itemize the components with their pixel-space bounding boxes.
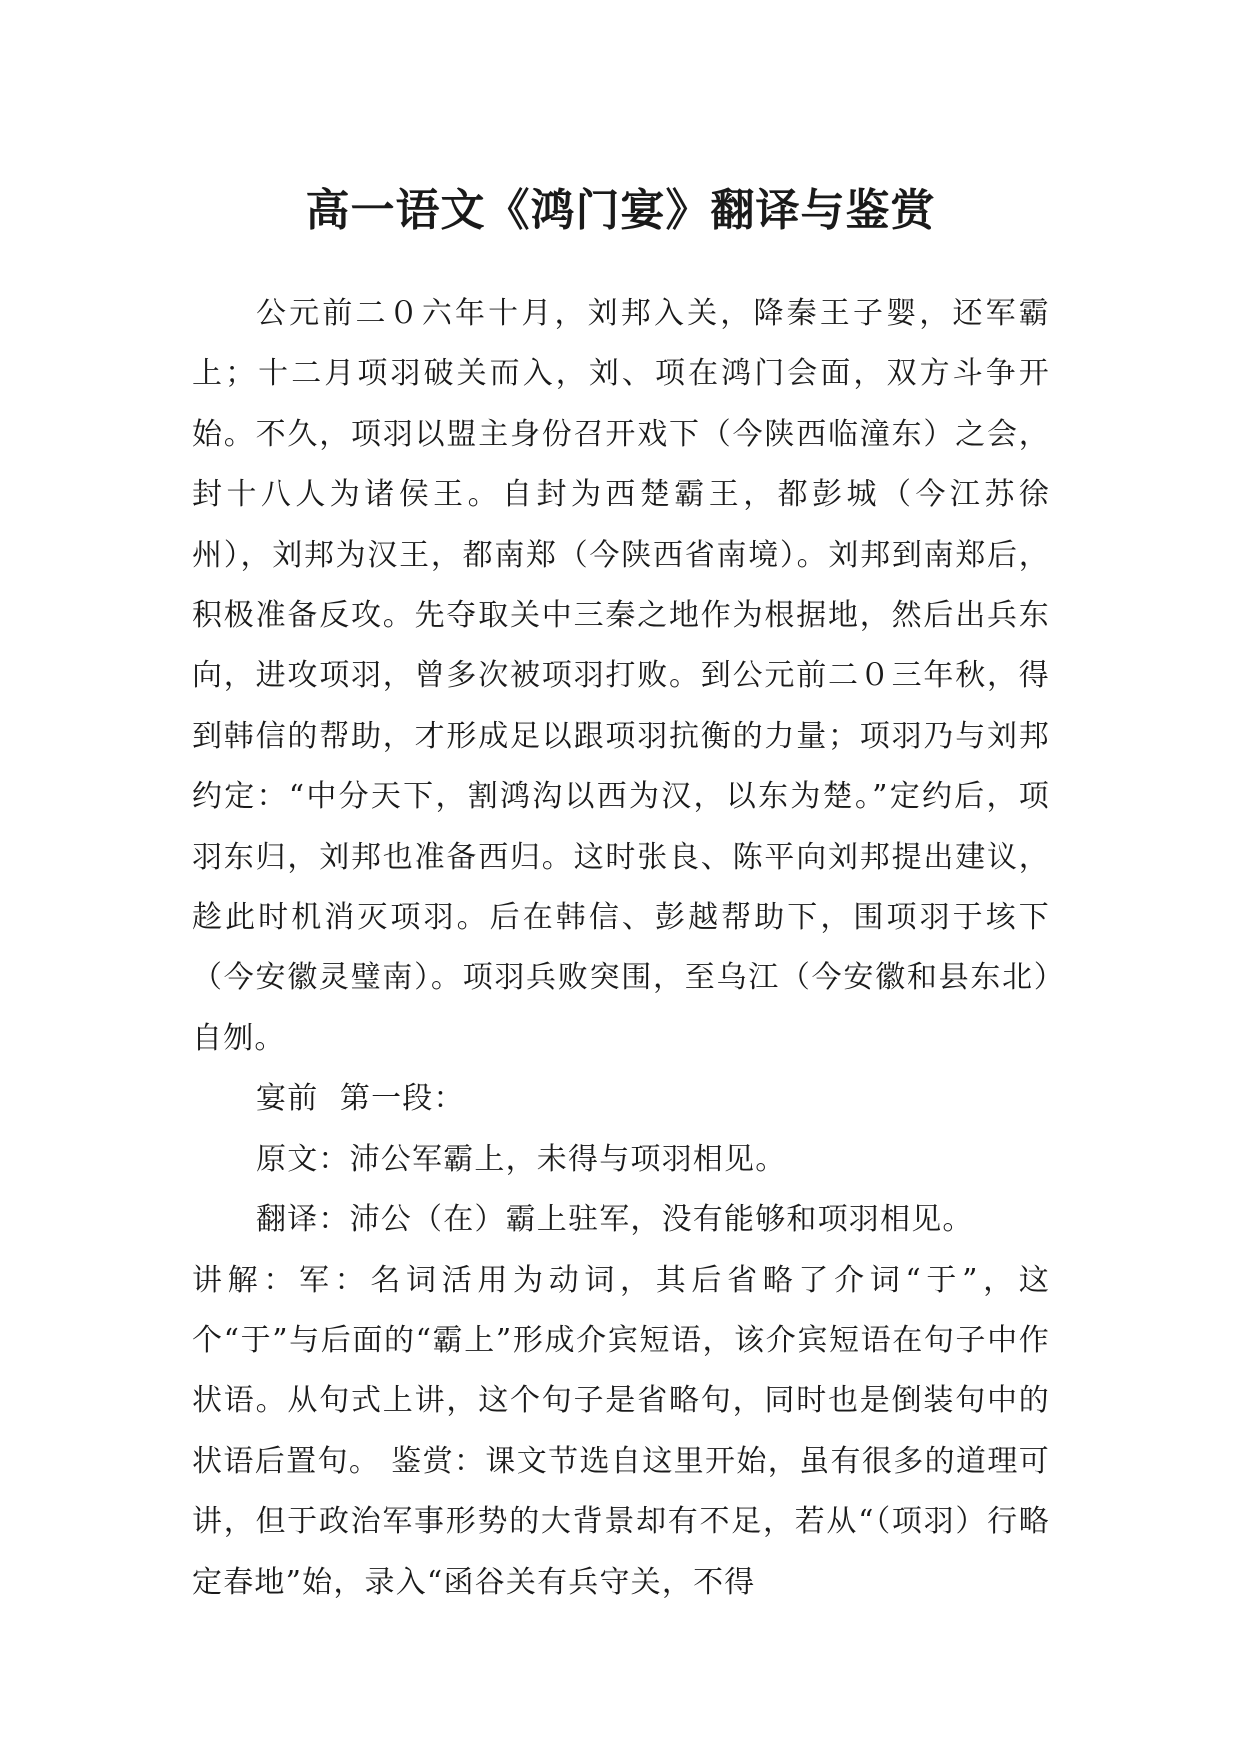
paragraph-explanation-and-appreciation: 讲解：军：名词活用为动词，其后省略了介词“于”，这个“于”与后面的“霸上”形成介宾短语，该介宾短语在句子中作状语。从句式上讲，这个句子是省略句，同时也是倒装句中的状语后置句。 鉴赏：课文节选自这里开始，虽有很多的道理可讲，但于政治军事形势的大背景却有不足，若从“（项羽）行略定春地”始，录入“函谷关有兵守关，不得 (192, 1262, 1050, 1600)
document-body (192, 284, 1050, 1613)
paragraph-original-text: 原文：沛公军霸上，未得与项羽相见。 (256, 1141, 787, 1177)
document-title: 高一语文《鸿门宴》翻译与鉴赏 (305, 185, 936, 237)
paragraph-historical-background: 公元前二０六年十月，刘邦入关，降秦王子婴，还军霸上；十二月项羽破关而入，刘、项在鸿门会面，双方斗争开始。不久，项羽以盟主身份召开戏下（今陕西临潼东）之会，封十八人为诸侯王。自封为西楚霸王，都彭城（今江苏徐州），刘邦为汉王，都南郑（今陕西省南境）。刘邦到南郑后，积极准备反攻。先夺取关中三秦之地作为根据地，然后出兵东向，进攻项羽，曾多次被项羽打败。到公元前二０三年秋，得到韩信的帮助，才形成足以跟项羽抗衡的力量；项羽乃与刘邦约定：“中分天下，割鸿沟以西为汉，以东为楚。”定约后，项羽东归，刘邦也准备西归。这时张良、陈平向刘邦提出建议，趁此时机消灭项羽。后在韩信、彭越帮助下，围项羽于垓下（今安徽灵璧南）。项羽兵败突围，至乌江（今安徽和县东北）自刎。 (192, 296, 1050, 1056)
section-heading-first-paragraph: 宴前 第一段： (256, 1081, 465, 1117)
paragraph-translation: 翻译：沛公（在）霸上驻军，没有能够和项羽相见。 (256, 1202, 974, 1238)
